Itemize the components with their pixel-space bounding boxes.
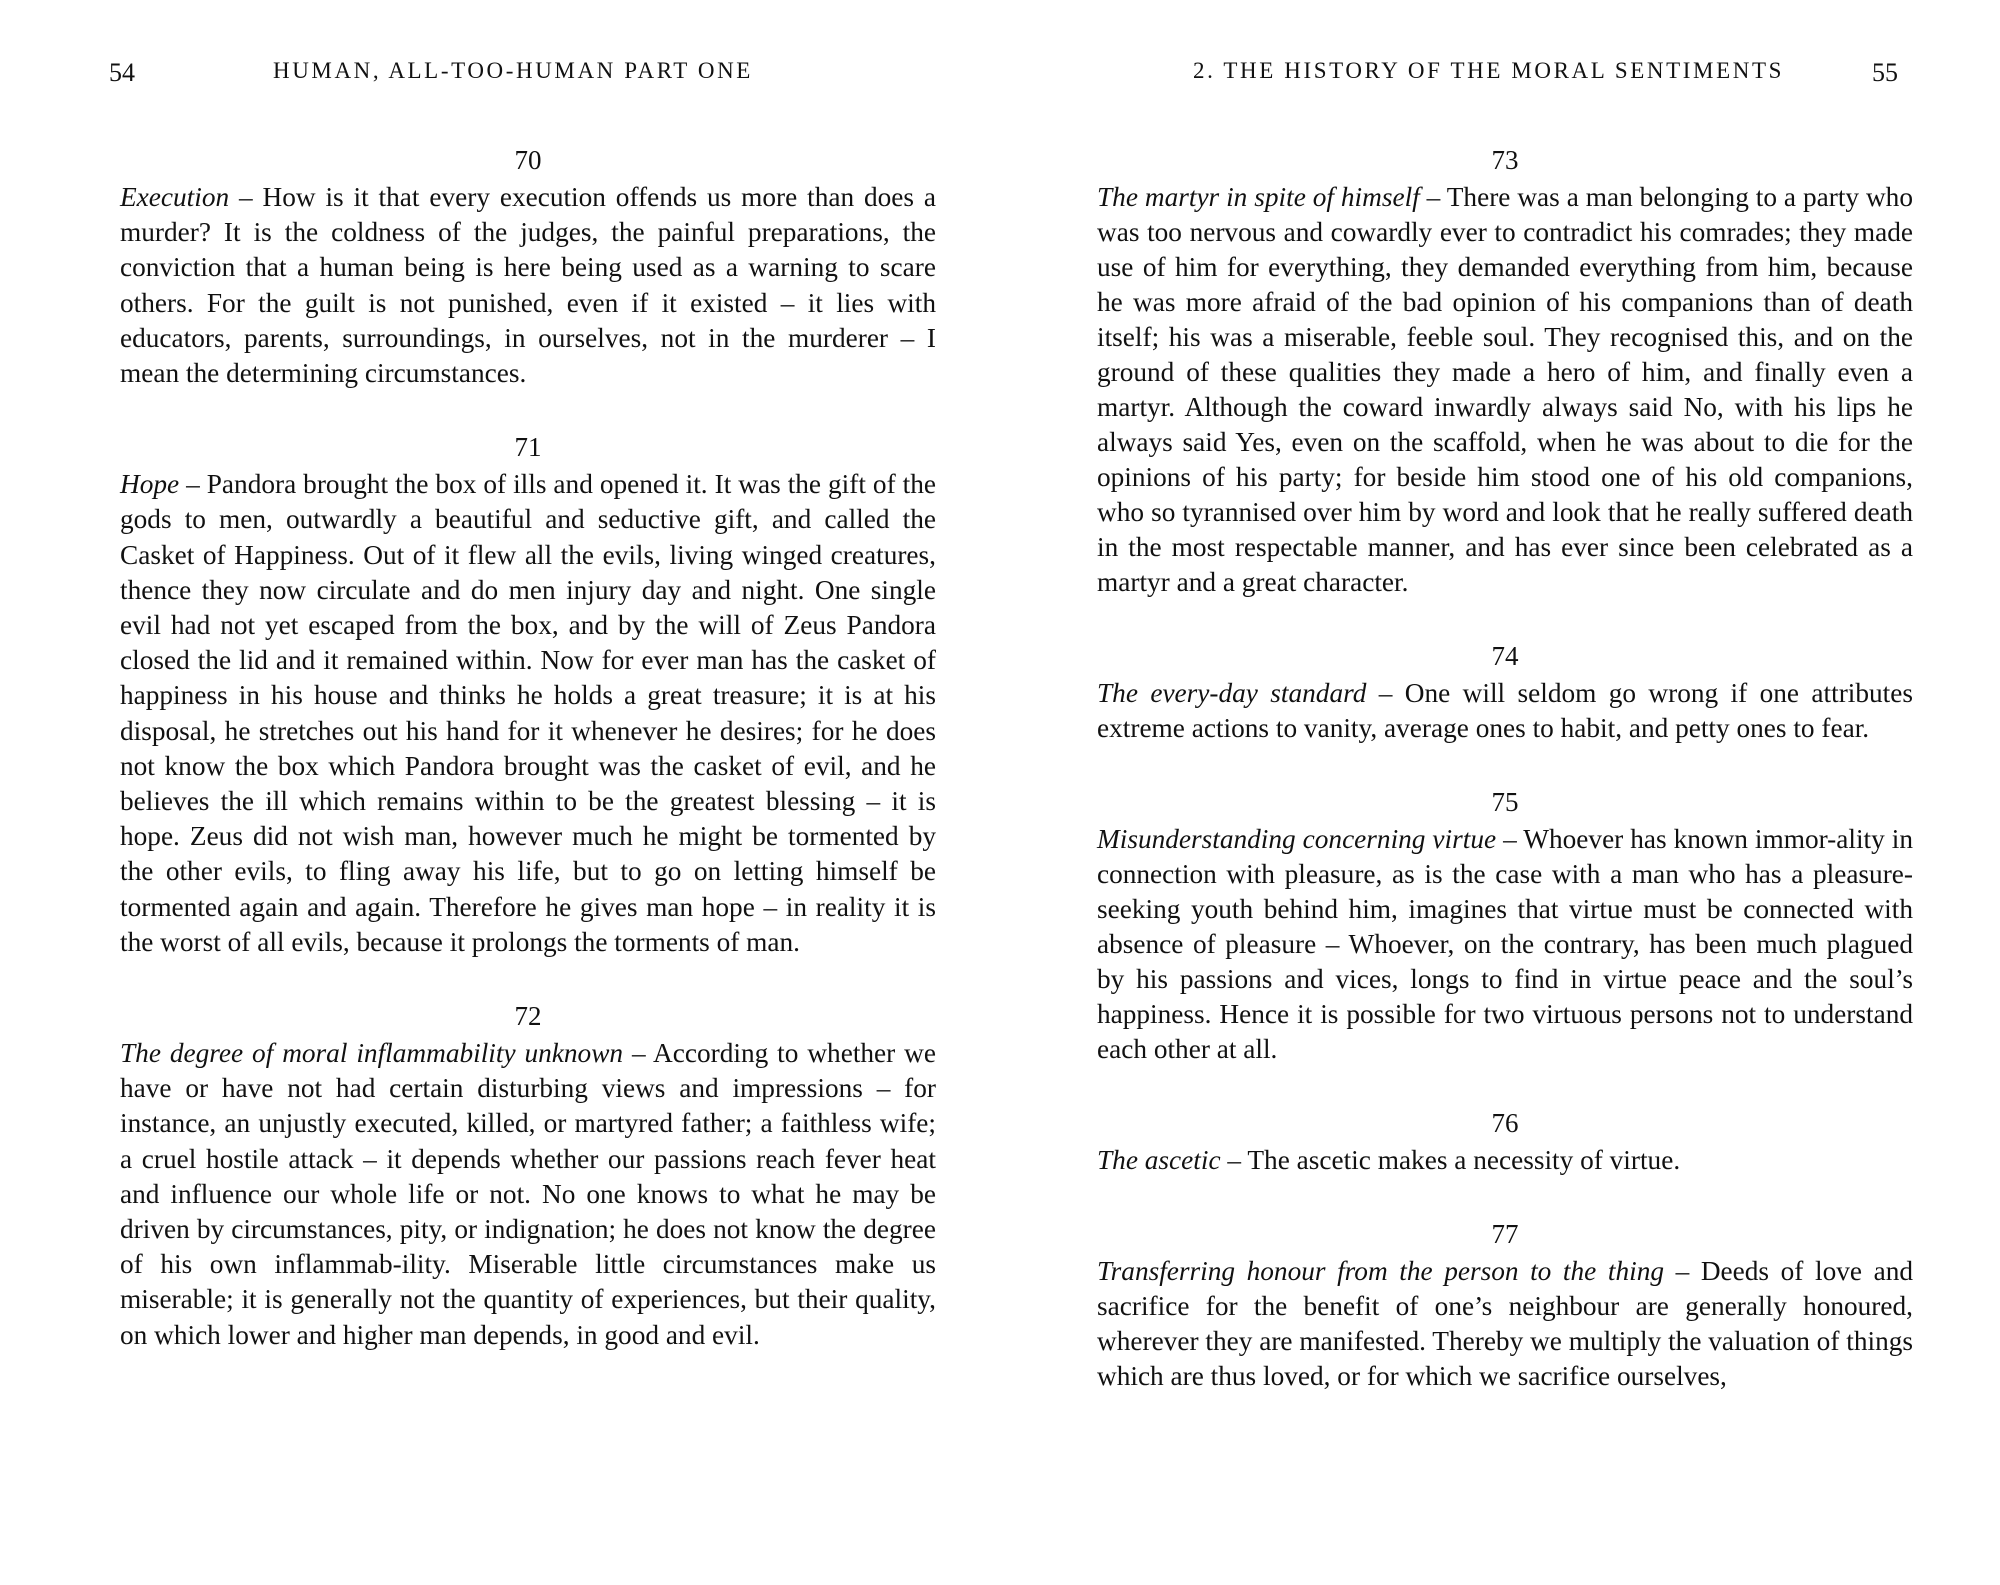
aphorism-title: The martyr in spite of himself [1097, 182, 1420, 212]
aphorism-text [1097, 822, 1913, 1067]
running-head [1000, 58, 2000, 98]
running-head [0, 58, 1000, 98]
aphorism-text [1097, 180, 1913, 600]
page-number: 54 [109, 58, 135, 87]
aphorism-body: – How is it that every execution offends us more than does a murder? It is the coldness of the judges, the painful preparations, the conviction that a human being is here being used as a warning to scare others. For the guilt is not punished, even if it existed – it lies with educators, parents, surroundings, in ourselves, not in the murderer – I mean the determining circumstances. [120, 182, 936, 389]
text-column [120, 143, 936, 1392]
aphorism-71 [120, 430, 936, 960]
aphorism-title: Transferring honour from the person to the thing [1097, 1256, 1664, 1286]
aphorism-title: The degree of moral inflammability unknown [120, 1038, 624, 1069]
aphorism-number: 71 [514, 432, 542, 463]
aphorism-body: – Pandora brought the box of ills and opened it. It was the gift of the gods to men, outwardly a beautiful and seductive gift, and called the Casket of Happiness. Out of it flew all the evils, living winged creatures, thence they now circulate and do men injury day and night. One single evil had not yet escaped from the box, and by the will of Zeus Pandora closed the lid and it remained within. Now for ever man has the casket of happiness in his house and thinks he holds a great treasure; it is at his disposal, he stretches out his hand for it whenever he desires; for he does not know the box which Pandora brought was the casket of evil, and he believes the ill which remains within to be the greatest blessing – it is hope. Zeus did not wish man, however much he might be tormented by the other evils, to fling away his life, but to go on letting himself be tormented again and again. Therefore he gives man hope – in reality it is the worst of all evils, because it prolongs the torments of man. [120, 469, 936, 957]
aphorism-title: The every-day standard [1097, 678, 1367, 708]
aphorism-number: 72 [514, 1001, 542, 1032]
aphorism-body: – Deeds of love and sacrifice for the benefit of one’s neighbour are generally honoured, wherever they are manifested. Thereby we multiply the valuation of things which are thus loved, or for which we sacrifice ourselves, [1097, 1256, 1913, 1391]
running-head-title: 2. THE HISTORY OF THE MORAL SENTIMENTS [1193, 58, 1784, 83]
aphorism-70 [120, 143, 936, 391]
aphorism-74 [1097, 639, 1913, 746]
aphorism-number: 73 [1491, 145, 1519, 175]
aphorism-text [1097, 1254, 1913, 1394]
aphorism-title: Misunderstanding concerning virtue [1097, 824, 1497, 854]
running-head-title: HUMAN, ALL-TOO-HUMAN PART ONE [273, 58, 753, 83]
aphorism-title: The ascetic [1097, 1145, 1221, 1175]
aphorism-body: – The ascetic makes a necessity of virtue. [1220, 1145, 1681, 1175]
aphorism-72 [120, 999, 936, 1353]
aphorism-number: 77 [1491, 1219, 1519, 1249]
aphorism-text [120, 467, 936, 960]
aphorism-body: – One will seldom go wrong if one attributes extreme actions to vanity, average ones to habit, and petty ones to fear. [1097, 678, 1913, 743]
page-number: 55 [1872, 58, 1898, 87]
aphorism-text [120, 180, 936, 391]
aphorism-75 [1097, 785, 1913, 1067]
aphorism-76 [1097, 1106, 1913, 1178]
aphorism-text [1097, 1143, 1913, 1178]
aphorism-number: 70 [514, 145, 542, 175]
aphorism-number: 74 [1491, 641, 1519, 671]
aphorism-text [1097, 676, 1913, 746]
aphorism-73 [1097, 143, 1913, 600]
aphorism-title: Hope [120, 469, 180, 500]
aphorism-title: Execution [120, 182, 230, 212]
aphorism-text [120, 1036, 936, 1353]
right-page [1000, 0, 2000, 1585]
aphorism-number: 75 [1491, 787, 1519, 817]
text-column [1097, 143, 1913, 1433]
aphorism-number: 76 [1491, 1108, 1519, 1138]
aphorism-body: – There was a man belonging to a party who was too nervous and cowardly ever to contradict his comrades; they made use of him for everything, they demanded everything from him, because he was more afraid of the bad opinion of his companions than of death itself; his was a miserable, feeble soul. They recognised this, and on the ground of these qualities they made a hero of him, and finally even a martyr. Although the coward inwardly always said No, with his lips he always said Yes, even on the scaffold, when he was about to die for the opinions of his party; for beside him stood one of his old companions, who so tyrannised over him by word and look that he really suffered death in the most respectable manner, and has ever since been celebrated as a martyr and a great character. [1097, 182, 1913, 597]
aphorism-77 [1097, 1217, 1913, 1394]
aphorism-body: – According to whether we have or have not had certain disturbing views and impressions – for instance, an unjustly executed, killed, or martyred father; a faithless wife; a cruel hostile attack – it depends whether our passions reach fever heat and influence our whole life or not. No one knows to what he may be driven by circumstances, pity, or indignation; he does not know the degree of his own inflammab-ility. Miserable little circumstances make us miserable; it is generally not the quantity of experiences, but their quality, on which lower and higher man depends, in good and evil. [120, 1038, 937, 1350]
aphorism-body: – Whoever has known immor-ality in connection with pleasure, as is the case with a man who has a pleasure-seeking youth behind him, imagines that virtue must be connected with absence of pleasure – Whoever, on the contrary, has been much plagued by his passions and vices, longs to find in virtue peace and the soul’s happiness. Hence it is possible for two virtuous persons not to understand each other at all. [1097, 824, 1913, 1064]
